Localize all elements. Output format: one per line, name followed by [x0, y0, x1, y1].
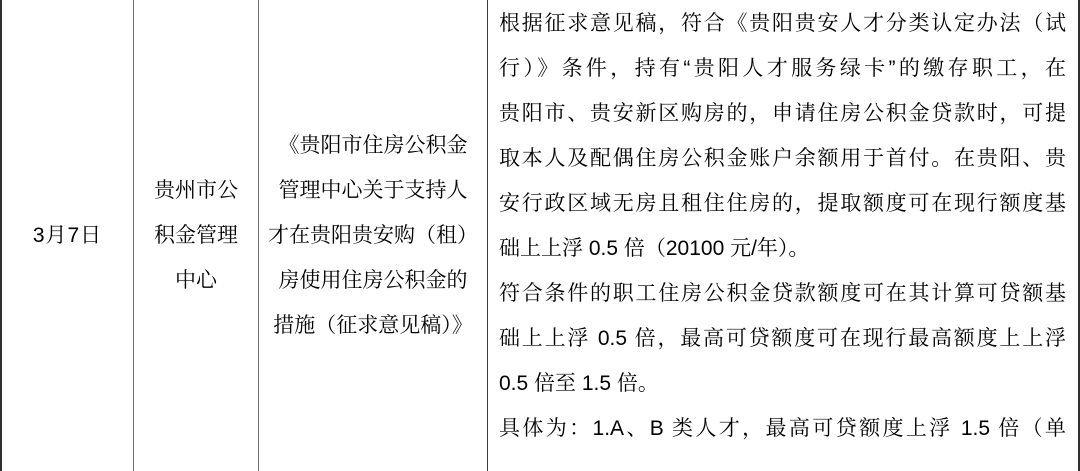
department-line: 积金管理 [154, 224, 238, 247]
department-cell [134, 0, 259, 471]
policy-detail-line: 符合条件的职工住房公积金贷款额度可在其计算可贷额基 [499, 282, 1066, 305]
policy-detail-line: 础上上浮 0.5 倍（20100 元/年）。 [499, 237, 810, 260]
policy-detail-line: 础上上浮 0.5 倍，最高可贷额度可在现行最高额度上上浮 [499, 327, 1066, 350]
department-line: 贵州市公 [154, 179, 238, 202]
policy-detail-line: 0.5 倍至 1.5 倍。 [499, 372, 659, 395]
policy-title-line: 管理中心关于支持人 [278, 179, 468, 202]
policy-detail-line: 根据征求意见稿，符合《贵阳贵安人才分类认定办法（试 [499, 12, 1066, 35]
policy-title-line: 才在贵阳贵安购（租） [268, 224, 478, 247]
department-line: 中心 [175, 269, 217, 292]
policy-detail-line: 取本人及配偶住房公积金账户余额用于首付。在贵阳、贵 [499, 147, 1066, 170]
policy-detail-line: 安行政区域无房且租住住房的，提取额度可在现行额度基 [499, 192, 1066, 215]
policy-title-line: 房使用住房公积金的 [278, 269, 468, 292]
date-text: 3月7日 [32, 224, 103, 247]
date-cell [0, 0, 134, 471]
policy-title-line: 《贵阳市住房公积金 [278, 134, 468, 157]
policy-detail-line: 具体为：1.A、B 类人才，最高可贷额度上浮 1.5 倍（单 [499, 417, 1066, 440]
policy-detail-line: 行）》条件，持有“贵阳人才服务绿卡”的缴存职工，在 [499, 57, 1066, 80]
policy-detail-cell [488, 0, 1080, 471]
policy-detail-line: 贵阳市、贵安新区购房的，申请住房公积金贷款时，可提 [499, 102, 1066, 125]
policy-title-cell [259, 0, 488, 471]
policy-title-line: 措施（征求意见稿）》 [273, 314, 473, 337]
